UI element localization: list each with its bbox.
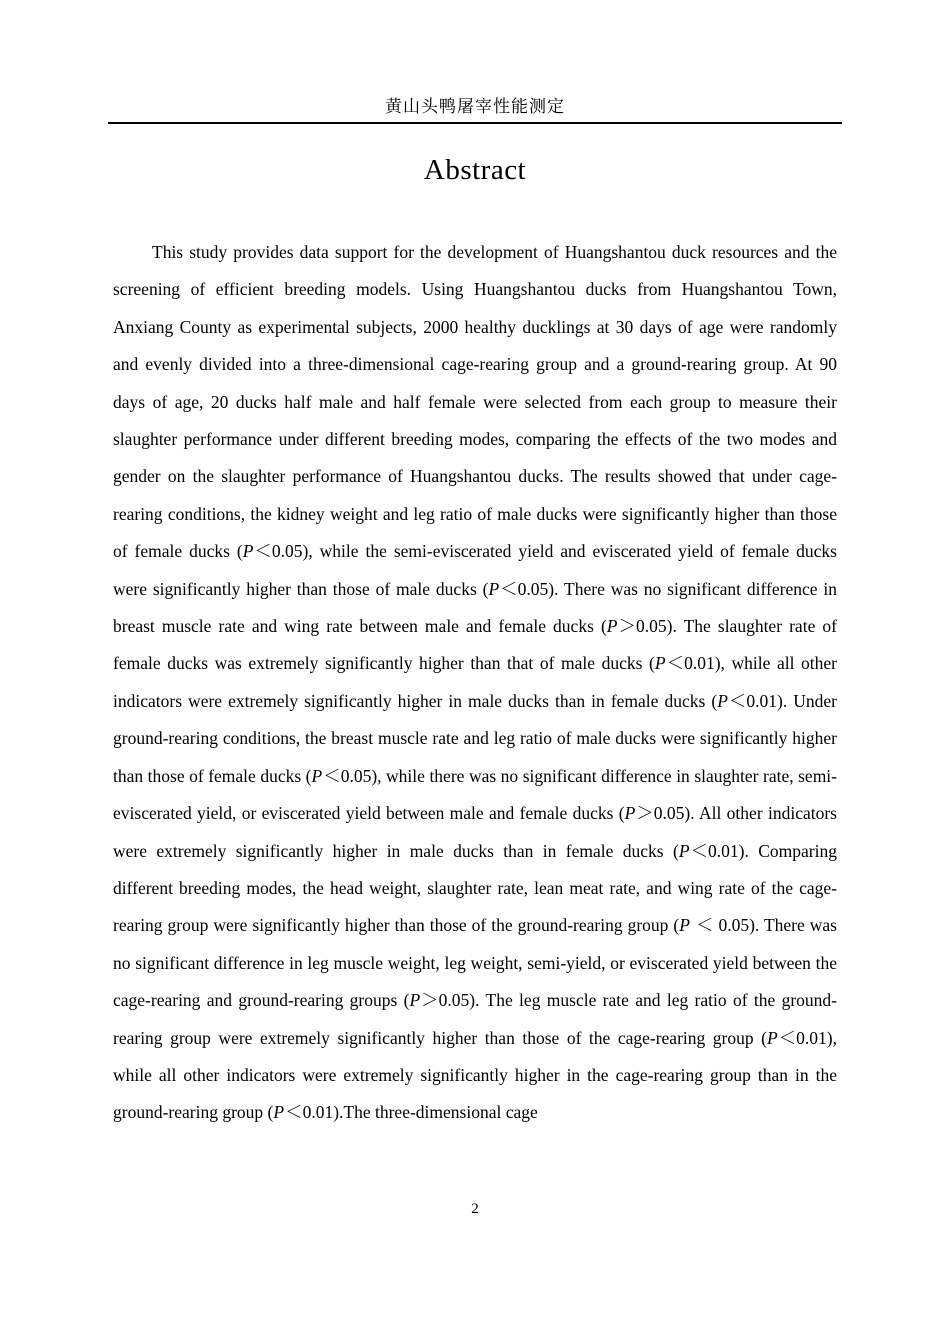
page-header [108, 92, 842, 124]
abstract-paragraph: This study provides data support for the development of Huangshantou duck resources and the screening of efficient breeding models. Using Huangshantou ducks from Huangshantou Town, Anxiang County as experimental subjects, 2000 healthy ducklings at 30 days of age were randomly and evenly divided into a three-dimensional cage-rearing group and a ground-rearing group. At 90 days of age, 20 ducks half male and half female were selected from each group to measure their slaughter performance under different breeding modes, comparing the effects of the two modes and gender on the slaughter performance of Huangshantou ducks. The results showed that under cage-rearing conditions, the kidney weight and leg ratio of male ducks were significantly higher than those of female ducks (P＜0.05), while the semi-eviscerated yield and eviscerated yield of female ducks were significantly higher than those of male ducks (P＜0.05). There was no significant difference in breast muscle rate and wing rate between male and female ducks (P＞0.05). The slaughter rate of female ducks was extremely significantly higher than that of male ducks (P＜0.01), while all other indicators were extremely significantly higher in male ducks than in female ducks (P＜0.01). Under ground-rearing conditions, the breast muscle rate and leg ratio of male ducks were significantly higher than those of female ducks (P＜0.05), while there was no significant difference in slaughter rate, semi-eviscerated yield, or eviscerated yield between male and female ducks (P＞0.05). All other indicators were extremely significantly higher in male ducks than in female ducks (P＜0.01). Comparing different breeding modes, the head weight, slaughter rate, lean meat rate, and wing rate of the cage-rearing group were significantly higher than those of the ground-rearing group (P ＜ 0.05). There was no significant difference in leg muscle weight, leg weight, semi-yield, or eviscerated yield between the cage-rearing and ground-rearing groups (P＞0.05). The leg muscle rate and leg ratio of the ground-rearing group were extremely significantly higher than those of the cage-rearing group (P＜0.01), while all other indicators were extremely significantly higher in the cage-rearing group than in the ground-rearing group (P＜0.01).The three-dimensional cage [113, 242, 838, 1123]
page-number: 2 [471, 1201, 479, 1217]
running-header-text: 黄山头鸭屠宰性能测定 [385, 97, 565, 116]
page-footer [0, 1200, 950, 1218]
page-title: Abstract [423, 154, 527, 186]
